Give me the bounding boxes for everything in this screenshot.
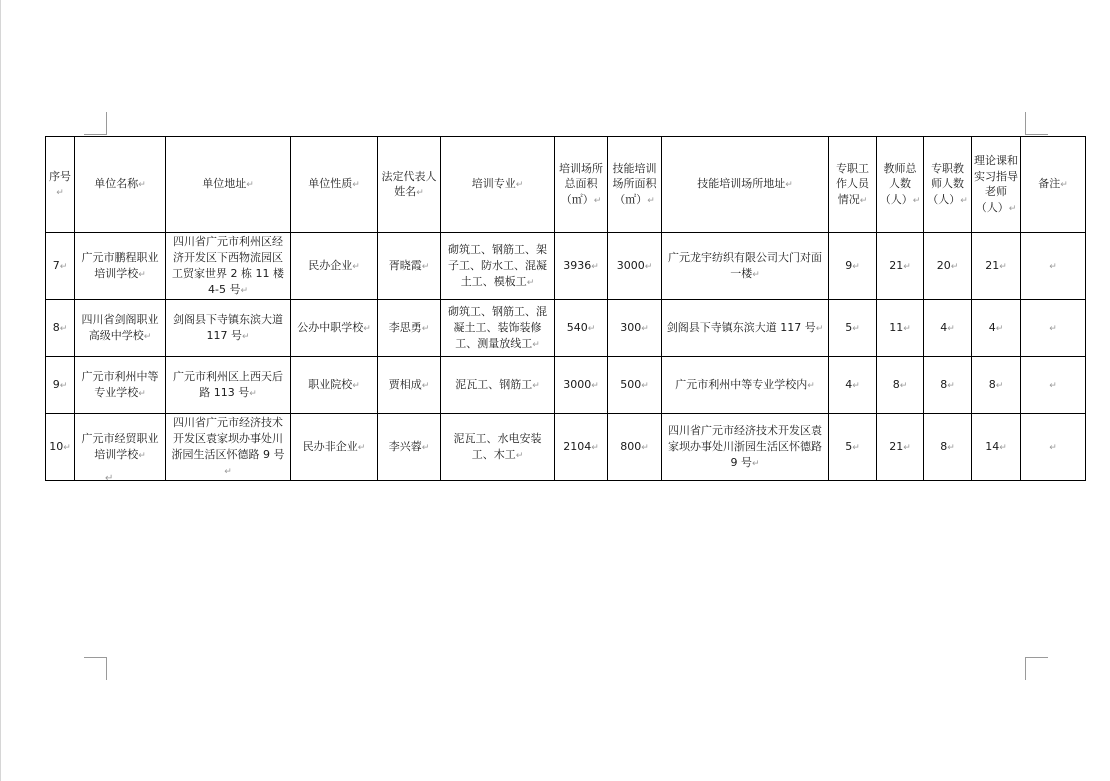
paragraph-mark-icon: ↵ — [752, 269, 760, 280]
paragraph-mark-icon: ↵ — [1049, 442, 1057, 453]
cell-teachers-full: 8↵ — [924, 356, 972, 413]
paragraph-mark-icon: ↵ — [1008, 204, 1017, 215]
cell-staff: 5↵ — [829, 299, 877, 356]
cell-staff: 5↵ — [829, 413, 877, 480]
cell-skill-site: 四川省广元市经济技术开发区袁家坝办事处川浙园生活区怀德路 9 号↵ — [662, 413, 829, 480]
table-row — [46, 299, 1086, 356]
paragraph-mark-icon: ↵ — [591, 380, 599, 391]
cell-name: 广元市利州中等专业学校↵ — [75, 356, 166, 413]
paragraph-mark-icon: ↵ — [591, 261, 599, 272]
cell-remark — [1021, 233, 1086, 300]
cell-name: 广元市鹏程职业培训学校↵ — [75, 233, 166, 300]
cell-legal-rep: 李兴蓉↵ — [378, 413, 441, 480]
cell-theory-teachers: 14↵ — [972, 413, 1021, 480]
crop-mark-bottom-right — [1025, 657, 1048, 680]
paragraph-mark-icon: ↵ — [852, 261, 860, 272]
header-teachers-total: 教师总人数（人）↵ — [877, 137, 924, 233]
cell-teachers-full: 8↵ — [924, 413, 972, 480]
cell-seq: 9↵ — [46, 356, 75, 413]
cell-teachers-total: 21↵ — [877, 413, 924, 480]
cell-seq: 8↵ — [46, 299, 75, 356]
paragraph-mark-icon: ↵ — [995, 380, 1004, 391]
cell-specialty: 砌筑工、钢筋工、架子工、防水工、混凝土工、模板工↵ — [441, 233, 555, 300]
cell-total-area: 2104↵ — [555, 413, 608, 480]
cell-staff: 4↵ — [829, 356, 877, 413]
paragraph-mark-icon: ↵ — [852, 323, 860, 334]
table-header-row — [46, 137, 1086, 233]
paragraph-mark-icon: ↵ — [526, 277, 535, 288]
paragraph-mark-icon: ↵ — [641, 442, 649, 453]
paragraph-mark-icon: ↵ — [138, 450, 146, 461]
cell-legal-rep: 胥晓霞↵ — [378, 233, 441, 300]
paragraph-mark-icon: ↵ — [363, 323, 371, 334]
header-skill-area: 技能培训场所面积（㎡）↵ — [608, 137, 662, 233]
paragraph-mark-icon: ↵ — [143, 331, 152, 342]
paragraph-mark-icon: ↵ — [999, 261, 1007, 272]
cell-total-area: 3936↵ — [555, 233, 608, 300]
paragraph-mark-icon: ↵ — [421, 323, 430, 334]
cell-name: 四川省剑阁职业高级中学校↵ — [75, 299, 166, 356]
paragraph-mark-icon: ↵ — [352, 261, 360, 272]
paragraph-mark-icon: ↵ — [246, 180, 254, 191]
cell-skill-site: 广元龙宇纺织有限公司大门对面一楼↵ — [662, 233, 829, 300]
paragraph-mark-icon: ↵ — [1049, 380, 1057, 391]
cell-nature: 民办企业↵ — [291, 233, 378, 300]
paragraph-mark-icon: ↵ — [587, 323, 596, 334]
paragraph-mark-icon: ↵ — [532, 380, 540, 391]
paragraph-mark-icon: ↵ — [421, 261, 430, 272]
paragraph-mark-icon: ↵ — [59, 323, 68, 334]
paragraph-mark-icon: ↵ — [903, 261, 911, 272]
paragraph-mark-icon: ↵ — [852, 380, 860, 391]
cell-teachers-full: 4↵ — [924, 299, 972, 356]
cell-skill-area: 3000↵ — [608, 233, 662, 300]
paragraph-mark-icon: ↵ — [591, 442, 599, 453]
header-total-area: 培训场所总面积（㎡）↵ — [555, 137, 608, 233]
page-edge — [0, 0, 1, 781]
paragraph-mark-icon: ↵ — [899, 380, 908, 391]
cell-seq: 10↵ — [46, 413, 75, 480]
paragraph-mark-icon: ↵ — [1060, 180, 1068, 191]
cell-remark — [1021, 356, 1086, 413]
paragraph-mark-icon: ↵ — [999, 442, 1007, 453]
paragraph-mark-icon: ↵ — [138, 180, 146, 191]
paragraph-mark-icon: ↵ — [59, 380, 68, 391]
paragraph-mark-icon: ↵ — [815, 323, 824, 334]
paragraph-mark-icon: ↵ — [515, 180, 524, 191]
cell-specialty: 泥瓦工、水电安装工、木工↵ — [441, 413, 555, 480]
paragraph-mark-icon: ↵ — [532, 339, 540, 350]
cell-legal-rep: 贾相成↵ — [378, 356, 441, 413]
crop-mark-top-left — [84, 112, 107, 135]
paragraph-mark-icon: ↵ — [224, 466, 232, 477]
paragraph-mark-icon: ↵ — [59, 261, 68, 272]
header-remark: 备注↵ — [1021, 137, 1086, 233]
paragraph-mark-icon: ↵ — [912, 196, 921, 207]
paragraph-mark-icon: ↵ — [421, 380, 430, 391]
cell-remark — [1021, 299, 1086, 356]
paragraph-mark-icon: ↵ — [515, 450, 524, 461]
training-institution-table — [45, 136, 1086, 481]
table-row — [46, 356, 1086, 413]
cell-teachers-full: 20↵ — [924, 233, 972, 300]
cell-nature: 公办中职学校↵ — [291, 299, 378, 356]
paragraph-mark-icon: ↵ — [138, 388, 146, 399]
paragraph-mark-icon: ↵ — [138, 269, 146, 280]
cell-teachers-total: 21↵ — [877, 233, 924, 300]
table-row — [46, 413, 1086, 480]
header-staff: 专职工作人员情况↵ — [829, 137, 877, 233]
cell-staff: 9↵ — [829, 233, 877, 300]
cell-nature: 民办非企业↵ — [291, 413, 378, 480]
paragraph-mark-icon: ↵ — [960, 196, 968, 207]
header-theory-teachers: 理论课和实习指导老师（人）↵ — [972, 137, 1021, 233]
cell-skill-site: 广元市利州中等专业学校内↵ — [662, 356, 829, 413]
cell-skill-area: 500↵ — [608, 356, 662, 413]
paragraph-mark-icon: ↵ — [416, 188, 424, 199]
paragraph-mark-icon: ↵ — [249, 388, 257, 399]
cell-skill-area: 800↵ — [608, 413, 662, 480]
header-seq: 序号↵ — [46, 137, 75, 233]
paragraph-mark-icon: ↵ — [421, 442, 430, 453]
paragraph-mark-icon: ↵ — [641, 323, 649, 334]
header-address: 单位地址↵ — [166, 137, 291, 233]
paragraph-mark-icon: ↵ — [644, 261, 653, 272]
cell-skill-area: 300↵ — [608, 299, 662, 356]
paragraph-mark-icon: ↵ — [241, 331, 250, 342]
cell-specialty: 泥瓦工、钢筋工↵ — [441, 356, 555, 413]
cell-specialty: 砌筑工、钢筋工、混凝土工、装饰装修工、测量放线工↵ — [441, 299, 555, 356]
paragraph-mark-icon: ↵ — [357, 442, 366, 453]
paragraph-mark-icon: ↵ — [593, 196, 602, 207]
crop-mark-top-right — [1025, 112, 1048, 135]
paragraph-mark-icon: ↵ — [56, 188, 64, 199]
cell-remark — [1021, 413, 1086, 480]
header-specialty: 培训专业↵ — [441, 137, 555, 233]
cell-address: 四川省广元市经济技术开发区袁家坝办事处川浙园生活区怀德路 9 号↵ — [166, 413, 291, 480]
paragraph-mark-icon: ↵ — [751, 458, 760, 469]
table-row — [46, 233, 1086, 300]
cell-address: 广元市利州区上西天后路 113 号↵ — [166, 356, 291, 413]
cell-total-area: 3000↵ — [555, 356, 608, 413]
paragraph-mark-icon: ↵ — [947, 380, 955, 391]
paragraph-mark-icon: ↵ — [63, 442, 71, 453]
header-name: 单位名称↵ — [75, 137, 166, 233]
cell-theory-teachers: 4↵ — [972, 299, 1021, 356]
paragraph-mark-icon: ↵ — [105, 473, 114, 484]
paragraph-mark-icon: ↵ — [1049, 261, 1057, 272]
paragraph-mark-icon: ↵ — [352, 180, 360, 191]
paragraph-mark-icon: ↵ — [647, 196, 655, 207]
paragraph-mark-icon: ↵ — [947, 442, 955, 453]
cell-skill-site: 剑阁县下寺镇东滨大道 117 号↵ — [662, 299, 829, 356]
cell-name: 广元市经贸职业培训学校↵ — [75, 413, 166, 480]
crop-mark-bottom-left — [84, 657, 107, 680]
paragraph-mark-icon: ↵ — [947, 323, 955, 334]
paragraph-mark-icon: ↵ — [852, 442, 860, 453]
header-legal-rep: 法定代表人姓名↵ — [378, 137, 441, 233]
paragraph-mark-icon: ↵ — [903, 323, 911, 334]
header-teachers-full: 专职教师人数（人）↵ — [924, 137, 972, 233]
paragraph-mark-icon: ↵ — [1049, 323, 1057, 334]
paragraph-mark-icon: ↵ — [352, 380, 360, 391]
cell-legal-rep: 李思勇↵ — [378, 299, 441, 356]
paragraph-mark-icon: ↵ — [641, 380, 649, 391]
header-nature: 单位性质↵ — [291, 137, 378, 233]
cell-total-area: 540↵ — [555, 299, 608, 356]
cell-teachers-total: 8↵ — [877, 356, 924, 413]
paragraph-mark-icon: ↵ — [995, 323, 1004, 334]
cell-theory-teachers: 21↵ — [972, 233, 1021, 300]
paragraph-mark-icon: ↵ — [807, 380, 815, 391]
paragraph-mark-icon: ↵ — [785, 180, 793, 191]
cell-address: 四川省广元市利州区经济开发区下西物流园区工贸家世界 2 栋 11 楼 4-5 号↵ — [166, 233, 291, 300]
cell-address: 剑阁县下寺镇东滨大道 117 号↵ — [166, 299, 291, 356]
cell-teachers-total: 11↵ — [877, 299, 924, 356]
paragraph-mark-icon: ↵ — [950, 261, 959, 272]
paragraph-mark-icon: ↵ — [859, 196, 868, 207]
cell-nature: 职业院校↵ — [291, 356, 378, 413]
cell-theory-teachers: 8↵ — [972, 356, 1021, 413]
cell-seq: 7↵ — [46, 233, 75, 300]
header-skill-site: 技能培训场所地址↵ — [662, 137, 829, 233]
paragraph-mark-icon: ↵ — [240, 285, 248, 296]
paragraph-mark-icon: ↵ — [903, 442, 911, 453]
